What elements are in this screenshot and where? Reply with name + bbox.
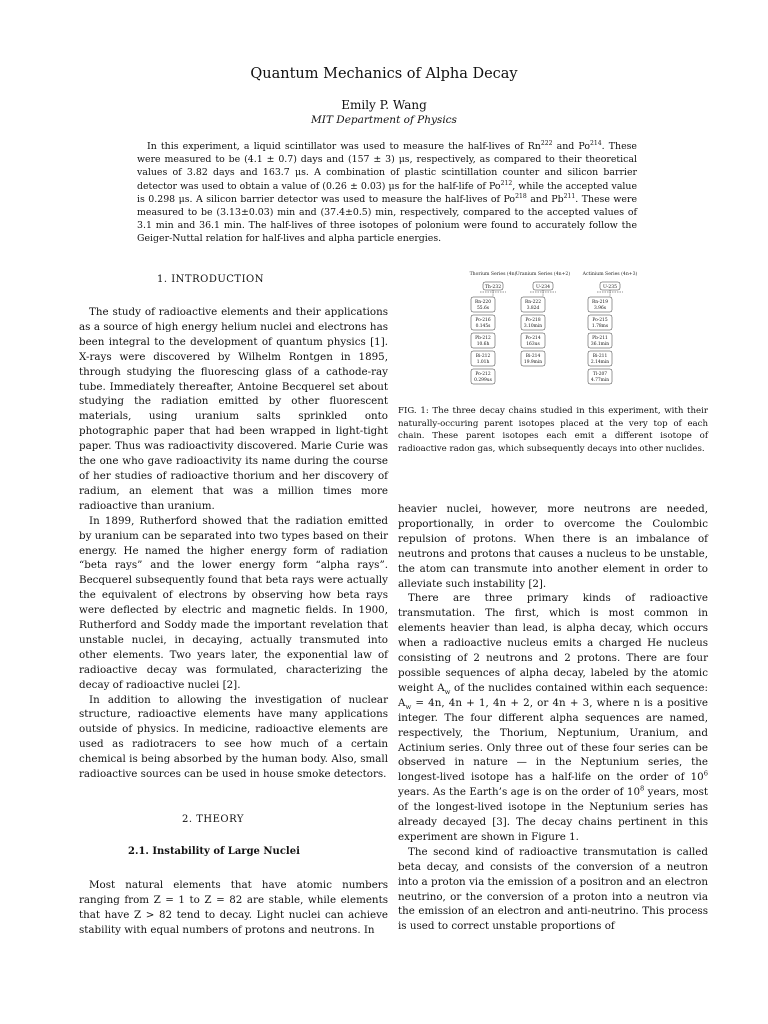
paragraph: [398, 591, 708, 844]
isotope-name: Rn-220: [475, 300, 491, 305]
isotope-name: Po-214: [525, 336, 541, 341]
abstract-text: In this experiment, a liquid scintillator was used to measure the half-lives of Rn: [147, 141, 541, 152]
isotope-name: Po-212: [475, 372, 491, 377]
isotope-name: Po-215: [592, 318, 608, 323]
abstract-text: , while the accepted value is 0.298 μs. A silicon barrier detector was used to measure the half-lives of Po: [137, 180, 637, 205]
text-run: of the nuclides contained within each sequence: A: [398, 681, 708, 709]
right-column-body: [398, 502, 708, 934]
superscript: 8: [640, 784, 645, 793]
abstract-sup: 211: [563, 192, 576, 200]
isotope-half-life: 36.1min: [590, 342, 610, 347]
isotope-name: Bi-211: [592, 354, 608, 359]
parent-isotope-label: Th-232: [484, 285, 502, 290]
abstract-sup: 222: [540, 139, 553, 147]
abstract-text: . These were measured to be (3.13±0.03) min and (37.4±0.5) min, respectively, compared to the accepted values of 3.1 min and 36.1 min. The half-lives of three isotopes of polonium were found to accurately follow the Geiger-Nuttal relation for half-lives and alpha particle energies.: [137, 193, 637, 245]
isotope-half-life: 4.77min: [590, 378, 610, 383]
abstract: [137, 140, 637, 246]
isotope-name: Pb-212: [475, 336, 491, 341]
subsection-heading: 2.1. Instability of Large Nuclei: [128, 846, 300, 857]
isotope-name: Bi-214: [525, 354, 541, 359]
isotope-name: Rn-219: [592, 300, 608, 305]
abstract-sup: 212: [500, 179, 513, 187]
abstract-text: . These were measured to be (4.1 ± 0.7) days and (157 ± 3) μs, respectively, as compared to their theoretical values of 3.82 days and 163.7 μs. A combination of plastic scintillation counter and silicon barrier detector was used to obtain a value of (0.26 ± 0.03) μs for the half-life of Po: [137, 141, 637, 192]
isotope-half-life: 19.9min: [523, 360, 543, 365]
isotope-half-life: 3.10min: [523, 324, 543, 329]
paper-title: Quantum Mechanics of Alpha Decay: [250, 66, 518, 82]
parent-isotope-label: U-234: [535, 285, 551, 290]
subscript: w: [405, 702, 412, 711]
series-name: Actinium Series (4n+3): [582, 272, 638, 277]
section-heading-theory: 2. THEORY: [182, 814, 244, 825]
isotope-name: Tl-207: [592, 372, 608, 377]
subscript: w: [444, 687, 451, 696]
abstract-sup: 218: [515, 192, 527, 200]
isotope-name: Po-216: [475, 318, 491, 323]
isotope-half-life: 3.82d: [526, 306, 540, 311]
text-run: = 4n, 4n + 1, 4n + 2, or 4n + 3, where n is a positive integer. The four different alpha sequences are named, respectively, the Thorium, Neptunium, Uranium, and Actinium series. Only three out of these four series can be observed in nature — in the Neptunium series, the longest-lived isotope has a half-life on the order of 10: [398, 696, 708, 784]
isotope-name: Po-218: [525, 318, 541, 323]
superscript: 6: [703, 769, 708, 778]
parent-isotope-label: U-235: [602, 285, 618, 290]
paragraph: heavier nuclei, however, more neutrons are needed, proportionally, in order to overcome the Coulombic repulsion of protons. When there is an imbalance of neutrons and protons that causes a nucleus to be unstable, the atom can transmute into another element in order to alleviate such instability [2].: [398, 503, 708, 590]
isotope-half-life: 3.96s: [593, 306, 607, 311]
isotope-half-life: 163us: [526, 342, 540, 347]
introduction-body: [79, 305, 388, 782]
isotope-name: Bi-212: [475, 354, 491, 359]
isotope-half-life: 2.14min: [590, 360, 610, 365]
text-run: years. As the Earth’s age is on the order of 10: [398, 786, 640, 799]
abstract-sup: 214: [590, 139, 602, 147]
paragraph: The second kind of radioactive transmutation is called beta decay, and consists of the conversion of a neutron into a proton via the emission of a positron and an electron neutrino, or the conversion of a proton into a neutron via the emission of an electron and anti-neutrino. This process is used to correct unstable proportions of: [398, 845, 708, 933]
text-run: There are three primary kinds of radioactive transmutation. The first, which is most common in elements heavier than lead, is alpha decay, which occurs when a radioactive nucleus emits a charged He nucleus consisting of 2 neutrons and 2 protons. There are four possible sequences of alpha decay, labeled by the atomic weight A: [398, 592, 708, 694]
isotope-half-life: 10.6h: [476, 342, 490, 347]
paragraph: The study of radioactive elements and their applications as a source of high energy helium nuclei and electrons has been integral to the development of quantum physics [1]. X-rays were discovered by Wilhelm Rontgen in 1895, through studying the fluorescing glass of a cathode-ray tube. Immediately thereafter, Antoine Becquerel set about studying the radiation emitted by other fluorescent materials, using uranium salts sprinkled onto photographic paper that had been wrapped in light-tight paper. Thus was radioactivity discovered. Marie Curie was the one who gave radioactivity its name during the course of her studies of radioactive thorium and her discovery of radium, an element that was a million times more radioactive than uranium.: [79, 306, 388, 512]
abstract-text: and Pb: [526, 193, 564, 205]
figure-caption: FIG. 1: The three decay chains studied in this experiment, with their naturally-occuring parent isotopes placed at the very top of each chain. These parent isotopes each emit a different isotope of radioactive radon gas, which subsequently decays into other nuclides.: [398, 406, 708, 454]
isotope-name: Pb-211: [592, 336, 608, 341]
isotope-half-life: 0.299us: [474, 378, 492, 383]
paragraph: In 1899, Rutherford showed that the radiation emitted by uranium can be separated into two types based on their energy. He named the higher energy form of radiation “beta rays” and the lower energy form “alpha rays”. Becquerel subsequently found that beta rays were actually the equivalent of electrons by observing how beta rays were deflected by electric and magnetic fields. In 1900, Rutherford and Soddy made the important revelation that unstable nuclei, in decaying, actually transmuted into other elements. Two years later, the exponential law of radioactive decay was formulated, characterizing the decay of radioactive nuclei [2].: [79, 514, 388, 691]
theory-body: [79, 878, 388, 938]
decay-chain-diagram: [458, 270, 678, 395]
section-heading-introduction: 1. INTRODUCTION: [157, 274, 264, 285]
isotope-half-life: 1.01h: [476, 360, 490, 365]
affiliation: MIT Department of Physics: [311, 114, 457, 126]
isotope-half-life: 1.78ms: [591, 324, 609, 329]
author-name: Emily P. Wang: [341, 98, 427, 112]
isotope-name: Rn-222: [525, 300, 541, 305]
isotope-half-life: 0.145s: [475, 324, 491, 329]
paragraph: Most natural elements that have atomic numbers ranging from Z = 1 to Z = 82 are stable, while elements that have Z > 82 tend to decay. Light nuclei can achieve stability with equal numbers of protons and neutrons. In: [79, 879, 388, 936]
series-name: Thorium Series (4n): [469, 272, 517, 277]
isotope-half-life: 55.6s: [476, 306, 490, 311]
abstract-text: and Po: [552, 141, 590, 152]
series-name: Uranium Series (4n+2): [515, 272, 571, 277]
decay-chain-figure: [458, 270, 678, 395]
text-run: years, most of the longest-lived isotope in the Neptunium series has already decayed [3]. The decay chains pertinent in this experiment are shown in Figure 1.: [398, 786, 708, 843]
paragraph: In addition to allowing the investigation of nuclear structure, radioactive elements have many applications outside of physics. In medicine, radioactive elements are used as radiotracers to see how much of a certain chemical is being absorbed by the human body. Also, small radioactive sources can be used in house smoke detectors.: [79, 693, 388, 781]
